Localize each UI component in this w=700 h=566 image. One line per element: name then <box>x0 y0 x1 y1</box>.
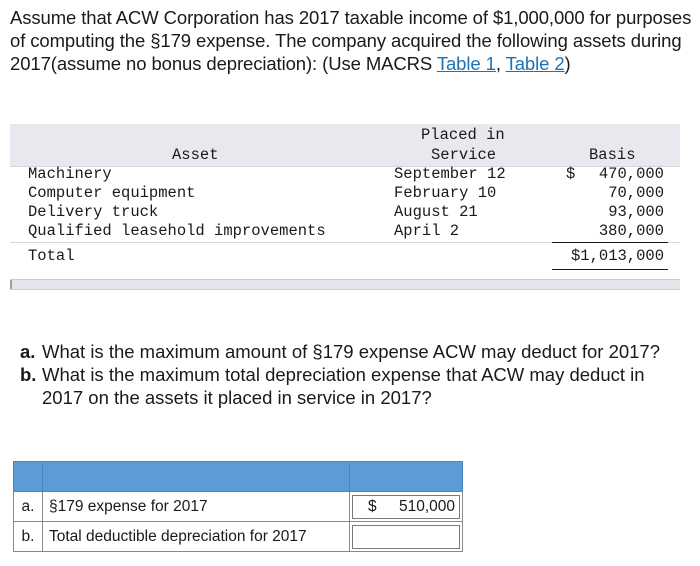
link-separator: , <box>495 53 506 74</box>
total-label: Total <box>28 247 75 265</box>
asset-basis-1: 70,000 <box>608 184 664 202</box>
header-placed-line2: Service <box>431 146 497 164</box>
asset-basis-2: 93,000 <box>608 203 664 221</box>
asset-placed-1: February 10 <box>394 184 497 202</box>
table-1-link[interactable]: Table 1 <box>436 53 496 74</box>
section-179-expense-input[interactable] <box>352 495 460 519</box>
question-a <box>20 340 688 363</box>
asset-placed-0: September 12 <box>394 165 506 183</box>
problem-statement <box>10 6 695 75</box>
answer-table <box>13 461 463 552</box>
table-bottom-bar <box>10 279 680 290</box>
asset-table <box>10 124 680 279</box>
question-b-letter: b. <box>20 364 37 385</box>
question-b <box>20 363 688 409</box>
currency-symbol: $ <box>368 497 377 515</box>
asset-placed-2: August 21 <box>394 203 478 221</box>
question-a-text: What is the maximum amount of §179 expense ACW may deduct for 2017? <box>42 341 661 362</box>
answer-row-a-letter: a. <box>14 492 43 522</box>
answer-row-a <box>14 492 463 522</box>
intro-text: Assume that ACW Corporation has 2017 taxable income of $1,000,000 for purposes of computing the §179 expense. The company acquired the following assets during 2017(assume no bonus depreciation): (Use MACRS <box>10 7 692 74</box>
header-asset: Asset <box>172 146 219 164</box>
asset-table-header-shade <box>10 124 680 166</box>
asset-name-1: Computer equipment <box>28 184 196 202</box>
answer-row-b-letter: b. <box>14 522 43 552</box>
intro-close: ) <box>564 53 571 74</box>
asset-name-0: Machinery <box>28 165 112 183</box>
total-double-rule <box>552 269 668 270</box>
section-179-expense-value: 510,000 <box>398 497 455 515</box>
asset-name-2: Delivery truck <box>28 203 159 221</box>
header-placed-line1: Placed in <box>421 126 505 144</box>
question-b-text: What is the maximum total depreciation expense that ACW may deduct in 2017 on the assets it placed in service in 2017? <box>42 364 645 408</box>
asset-placed-3: April 2 <box>394 222 460 240</box>
asset-basis-3: 380,000 <box>598 222 664 240</box>
basis-subtotal-rule <box>552 242 668 243</box>
answer-row-b-label: Total deductible depreciation for 2017 <box>43 522 350 552</box>
total-depreciation-input[interactable] <box>352 525 460 549</box>
table-2-link[interactable]: Table 2 <box>505 53 565 74</box>
answer-row-a-label: §179 expense for 2017 <box>43 492 350 522</box>
answer-row-b <box>14 522 463 552</box>
asset-basis-prefix-0: $ <box>566 165 576 183</box>
asset-basis-0: 470,000 <box>598 165 664 183</box>
questions <box>20 340 688 409</box>
total-value: $1,013,000 <box>570 247 664 265</box>
question-a-letter: a. <box>20 341 36 362</box>
header-basis: Basis <box>589 146 636 164</box>
asset-name-3: Qualified leasehold improvements <box>28 222 326 240</box>
answer-table-header <box>14 462 463 492</box>
